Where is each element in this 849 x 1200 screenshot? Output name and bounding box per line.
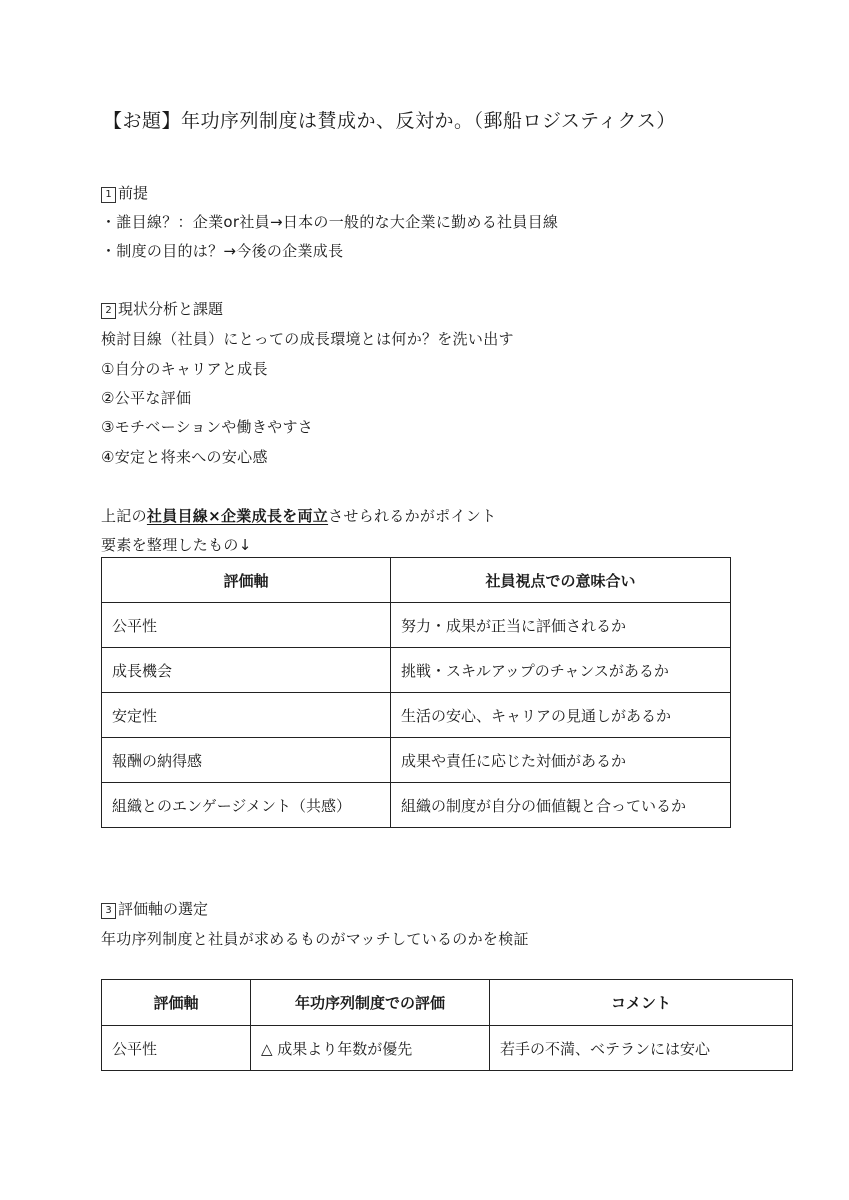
seniority-evaluation-table — [101, 979, 793, 1071]
table-cell: 成長機会 — [102, 648, 391, 693]
table-header-cell: 年功序列制度での評価 — [251, 980, 490, 1026]
analysis-intro: 検討目線（社員）にとっての成長環境とは何か？を洗い出す — [101, 330, 514, 348]
evaluation-axis-table — [101, 557, 731, 828]
table-cell: 挑戦・スキルアップのチャンスがあるか — [391, 648, 731, 693]
table-cell: 若手の不満、ベテランには安心 — [490, 1026, 793, 1071]
section-2-title: 現状分析と課題 — [118, 300, 224, 318]
table-cell: △ 成果より年数が優先 — [251, 1026, 490, 1071]
table-cell: 組織の制度が自分の価値観と合っているか — [391, 783, 731, 828]
table-cell: 組織とのエンゲージメント（共感） — [102, 783, 391, 828]
table-row — [102, 603, 731, 648]
table-cell: 公平性 — [102, 603, 391, 648]
section-2-number: 2 — [101, 303, 116, 319]
point-prefix: 上記の — [101, 507, 147, 525]
table-header-cell: コメント — [490, 980, 793, 1026]
premise-line-1: ・誰目線？：企業or社員→日本の一般的な大企業に勤める社員目線 — [101, 213, 559, 231]
table-header-cell: 社員視点での意味合い — [391, 558, 731, 603]
table-cell: 成果や責任に応じた対価があるか — [391, 738, 731, 783]
point-suffix: させられるかがポイント — [328, 507, 497, 525]
summary-label: 要素を整理したもの↓ — [101, 536, 252, 554]
table-cell: 報酬の納得感 — [102, 738, 391, 783]
table-row — [102, 738, 731, 783]
section-3-number: 3 — [101, 903, 116, 919]
table-row — [102, 783, 731, 828]
analysis-item-2: ②公平な評価 — [101, 389, 192, 407]
table-header-cell: 評価軸 — [102, 558, 391, 603]
verification-intro: 年功序列制度と社員が求めるものがマッチしているのかを検証 — [101, 930, 529, 948]
section-1-number: 1 — [101, 187, 116, 203]
page-title: 【お題】年功序列制度は賛成か、反対か。（郵船ロジスティクス） — [103, 110, 676, 132]
section-3-heading — [101, 898, 208, 919]
section-2-heading — [101, 298, 223, 319]
table-cell: 安定性 — [102, 693, 391, 738]
table-cell: 生活の安心、キャリアの見通しがあるか — [391, 693, 731, 738]
section-3-title: 評価軸の選定 — [118, 900, 209, 918]
point-sentence — [101, 505, 496, 526]
premise-line-2: ・制度の目的は？→今後の企業成長 — [101, 242, 344, 260]
analysis-item-4: ④安定と将来への安心感 — [101, 448, 268, 466]
table-cell: 努力・成果が正当に評価されるか — [391, 603, 731, 648]
section-1-title: 前提 — [118, 184, 149, 202]
table-header-row — [102, 980, 793, 1026]
table-row — [102, 648, 731, 693]
table-header-row — [102, 558, 731, 603]
point-emphasis: 社員目線×企業成長を両立 — [146, 507, 329, 525]
table-row — [102, 693, 731, 738]
table-header-cell: 評価軸 — [102, 980, 251, 1026]
table-cell: 公平性 — [102, 1026, 251, 1071]
section-1-heading — [101, 182, 148, 203]
analysis-item-1: ①自分のキャリアと成長 — [101, 360, 268, 378]
table-row — [102, 1026, 793, 1071]
analysis-item-3: ③モチベーションや働きやすさ — [101, 418, 314, 436]
